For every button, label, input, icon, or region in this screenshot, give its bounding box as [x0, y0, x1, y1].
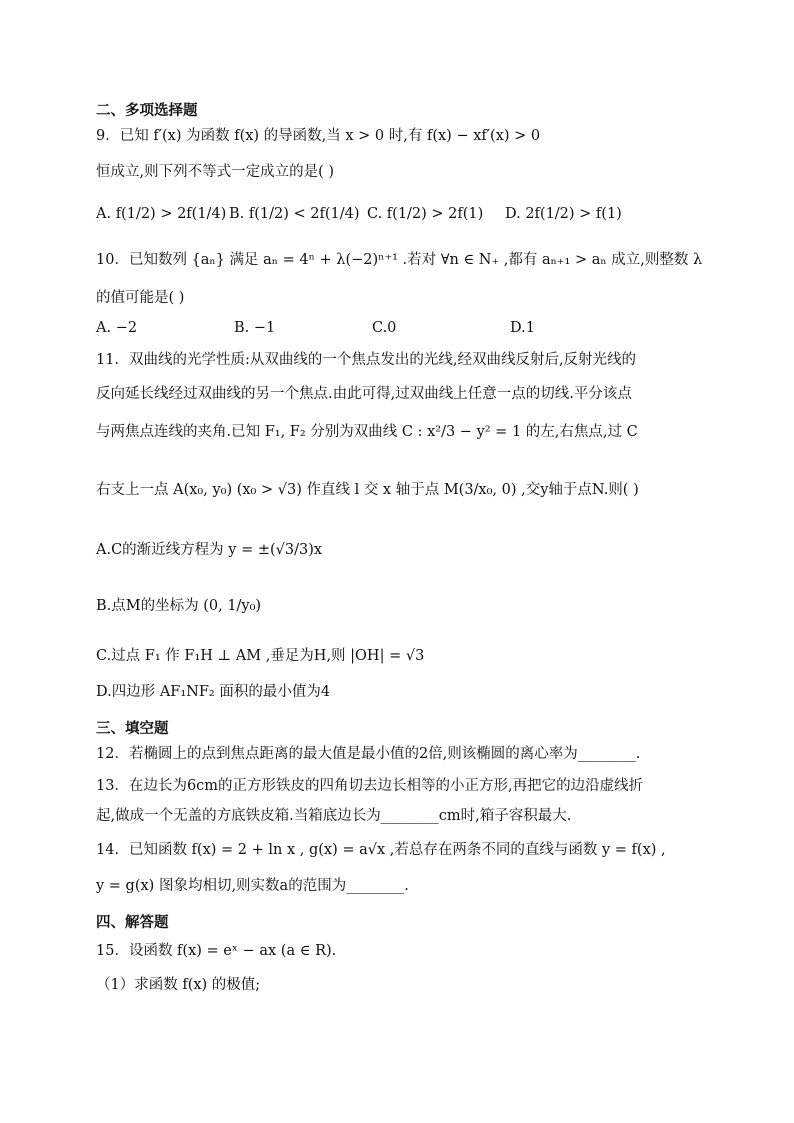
question-9-option-b: B. f(1/2) < 2f(1/4)	[229, 206, 360, 222]
question-11-option-b: B.点M的坐标为 (0, 1/y₀)	[96, 598, 262, 614]
question-11-line-1: 11．双曲线的光学性质:从双曲线的一个焦点发出的光线,经双曲线反射后,反射光线的	[96, 352, 637, 368]
question-11-line-4: 右支上一点 A(x₀, y₀) (x₀ > √3) 作直线 l 交 x 轴于点 M(3/x₀, 0) ,交y轴于点N.则( )	[96, 482, 639, 498]
question-14-line-1: 14．已知函数 f(x) = 2 + ln x , g(x) = a√x ,若总存在两条不同的直线与函数 y = f(x) ,	[96, 842, 666, 858]
question-11-line-2: 反向延长线经过双曲线的另一个焦点.由此可得,过双曲线上任意一点的切线.平分该点	[96, 386, 632, 402]
question-10-options	[96, 318, 698, 338]
section-heading-fill-in: 三、填空题	[96, 721, 169, 737]
question-9-option-c: C. f(1/2) > 2f(1)	[367, 206, 484, 222]
question-11-line-3: 与两焦点连线的夹角.已知 F₁, F₂ 分别为双曲线 C : x²/3 − y² = 1 的左,右焦点,过 C	[96, 424, 638, 440]
section-heading-multiple-choice: 二、多项选择题	[96, 103, 198, 119]
question-11-option-a: A.C的渐近线方程为 y = ±(√3/3)x	[96, 542, 323, 558]
question-15-line-1: 15．设函数 f(x) = eˣ − ax (a ∈ R).	[96, 943, 337, 959]
question-10-option-b: B. −1	[234, 320, 276, 336]
question-10-option-a: A. −2	[96, 320, 138, 336]
question-10-option-d: D.1	[510, 320, 535, 336]
question-9-line-2: 恒成立,则下列不等式一定成立的是( )	[96, 164, 335, 180]
question-13-line-1: 13．在边长为6cm的正方形铁皮的四角切去边长相等的小正方形,再把它的边沿虚线折	[96, 778, 644, 794]
question-12: 12．若椭圆上的点到焦点距离的最大值是最小值的2倍,则该椭圆的离心率为________.	[96, 746, 641, 762]
question-9-options	[96, 204, 698, 224]
question-9-line-1: 9．已知 f′(x) 为函数 f(x) 的导函数,当 x > 0 时,有 f(x) − xf′(x) > 0	[96, 128, 541, 144]
question-10-option-c: C.0	[372, 320, 397, 336]
question-10-line-2: 的值可能是( )	[96, 290, 185, 306]
section-heading-solution: 四、解答题	[96, 915, 169, 931]
question-9-option-a: A. f(1/2) > 2f(1/4)	[96, 206, 227, 222]
question-9-option-d: D. 2f(1/2) > f(1)	[505, 206, 622, 222]
question-14-line-2: y = g(x) 图象均相切,则实数a的范围为________.	[96, 878, 409, 894]
question-11-option-d: D.四边形 AF₁NF₂ 面积的最小值为4	[96, 684, 331, 700]
question-10-line-1: 10．已知数列 {aₙ} 满足 aₙ = 4ⁿ + λ(−2)ⁿ⁺¹ .若对 ∀n ∈ N₊ ,都有 aₙ₊₁ > aₙ 成立,则整数 λ	[96, 252, 703, 268]
question-15-part-1: （1）求函数 f(x) 的极值;	[96, 977, 261, 993]
question-13-line-2: 起,做成一个无盖的方底铁皮箱.当箱底边长为________cm时,箱子容积最大.	[96, 808, 572, 824]
question-11-option-c: C.过点 F₁ 作 F₁H ⊥ AM ,垂足为H,则 |OH| = √3	[96, 648, 425, 664]
